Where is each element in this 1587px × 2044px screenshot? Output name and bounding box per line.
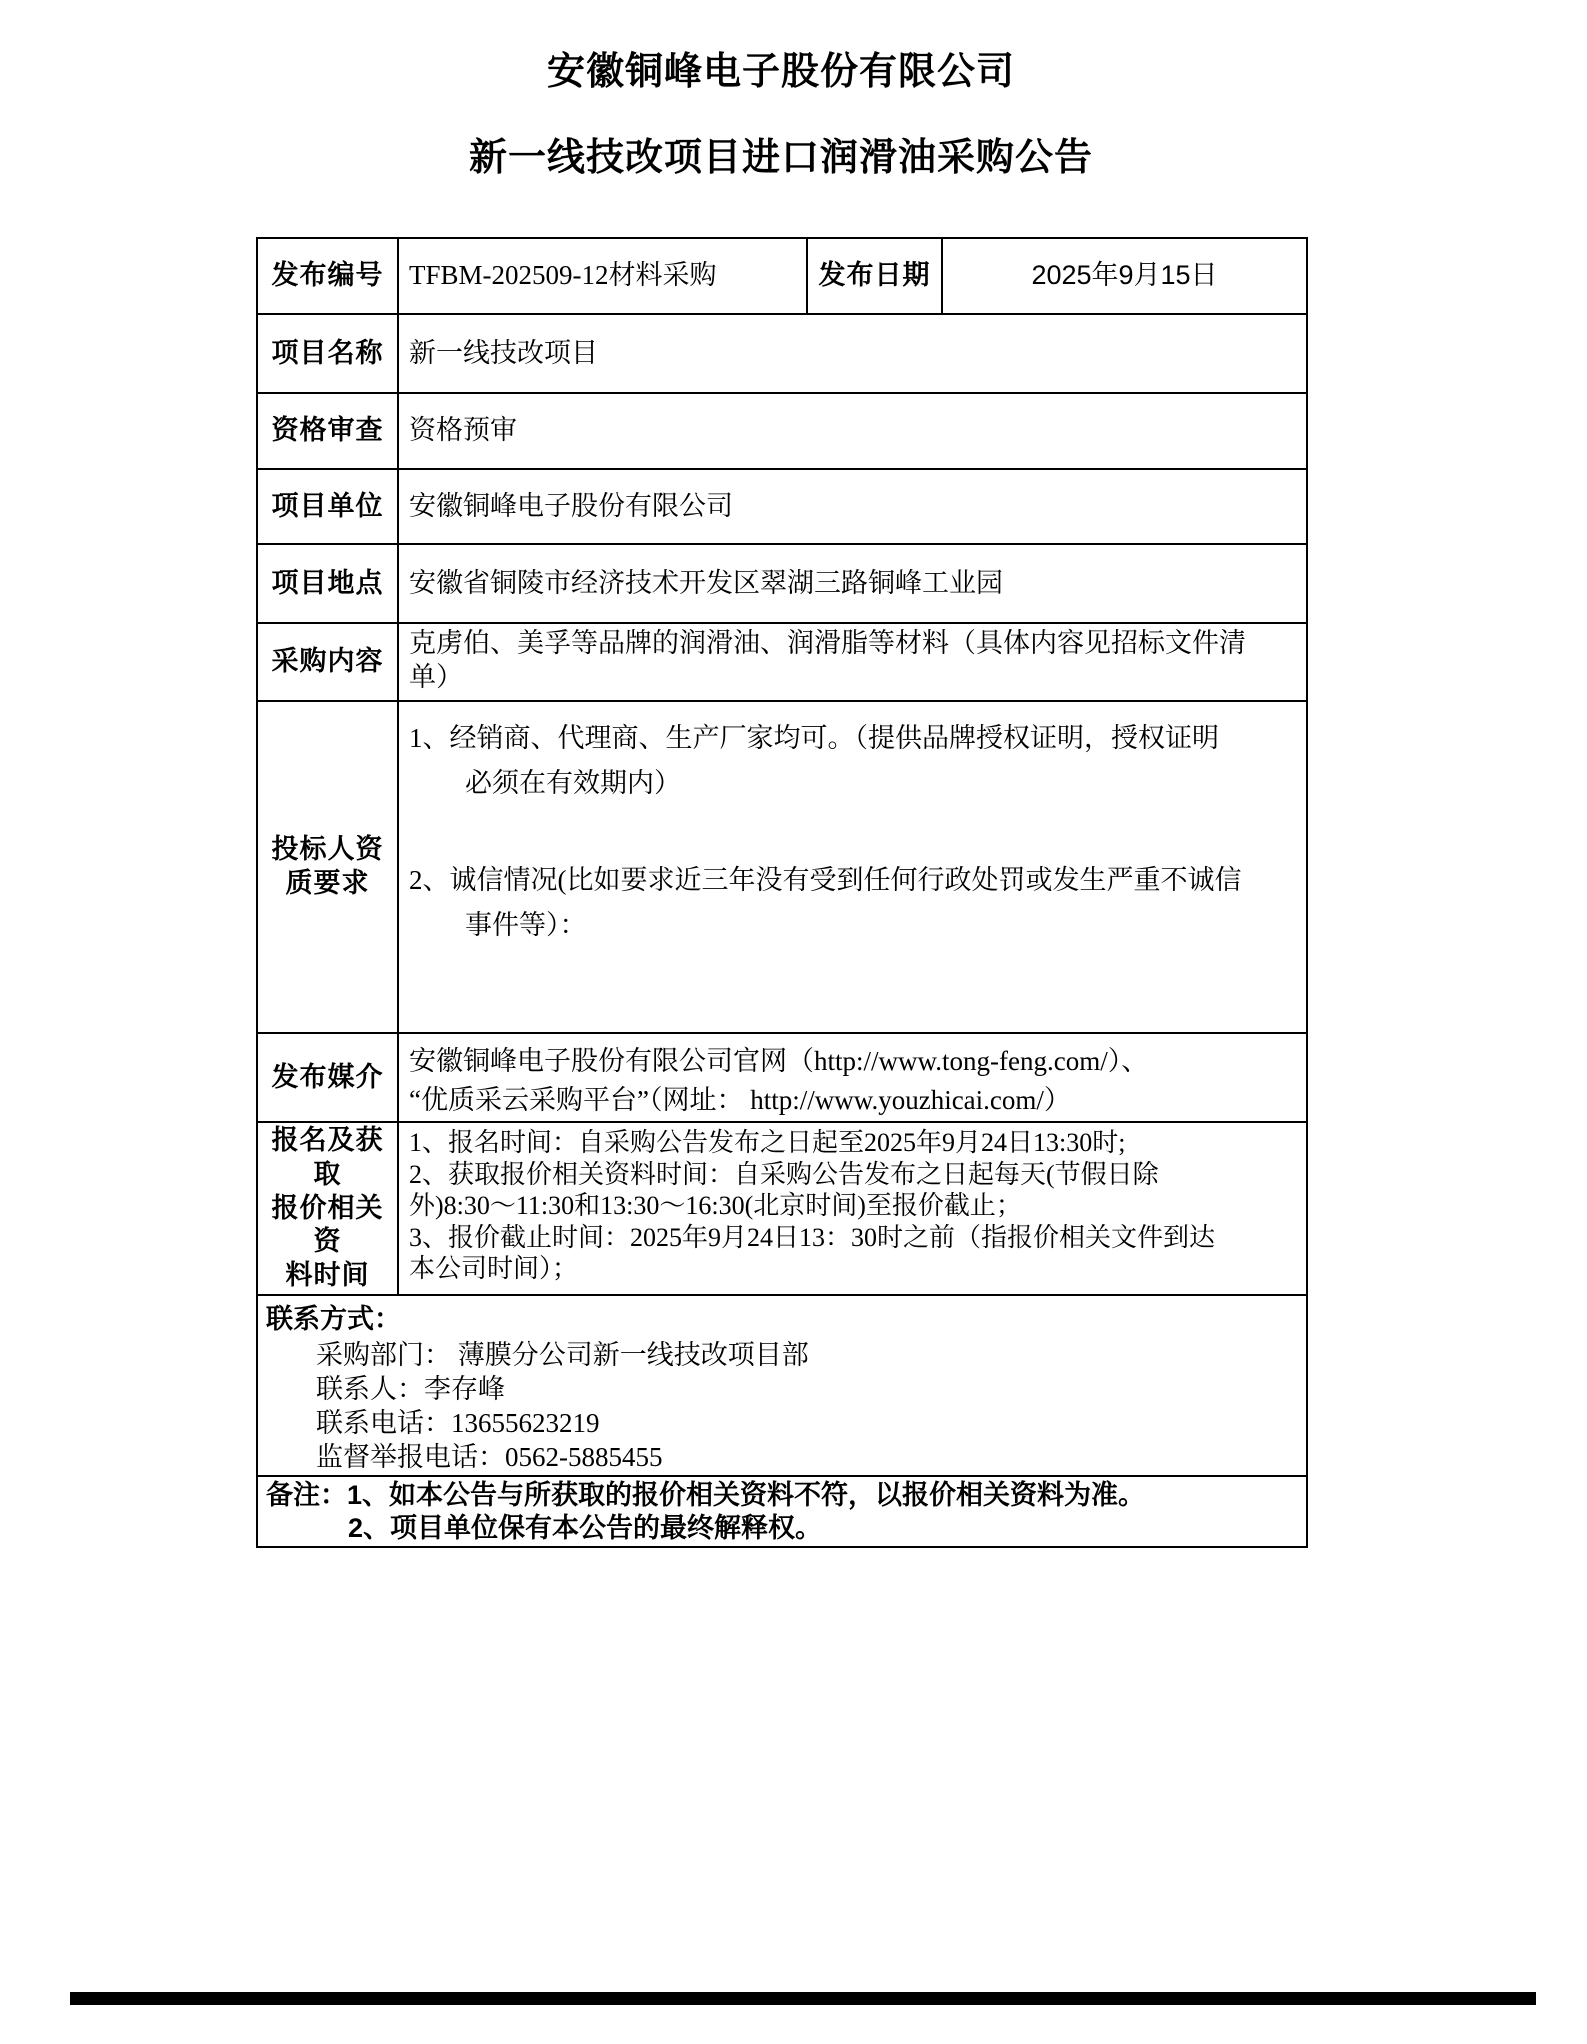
- bidder-qualification-label-line2: 质要求: [285, 868, 370, 898]
- bidder-qualification-item2-line1: 2、诚信情况(比如要求近三年没有受到任何行政处罚或发生严重不诚信: [409, 865, 1242, 895]
- registration-label-line2: 报价相关资: [271, 1192, 384, 1257]
- contact-heading: 联系方式：: [266, 1303, 401, 1334]
- registration-line1: 1、报名时间：自采购公告发布之日起至2025年9月24日13:30时;: [409, 1128, 1126, 1157]
- bidder-qualification-item1-line2: 必须在有效期内）: [465, 768, 681, 798]
- publish-date-value: 2025年9月15日: [942, 238, 1307, 314]
- remarks-cell: [257, 1476, 1307, 1547]
- table-row-publish-media: [257, 1033, 1307, 1122]
- contact-phone: 联系电话：13655623219: [316, 1407, 600, 1438]
- publish-media-line2: “优质采云采购平台”（网址： http://www.youzhicai.com/）: [409, 1085, 1071, 1115]
- project-unit-label: 项目单位: [257, 469, 398, 544]
- registration-line2: 2、获取报价相关资料时间：自采购公告发布之日起每天(节假日除: [409, 1159, 1159, 1189]
- bidder-qualification-item1-line1: 1、经销商、代理商、生产厂家均可。（提供品牌授权证明，授权证明: [409, 723, 1219, 753]
- table-row-publish: [257, 238, 1307, 314]
- company-title: 安徽铜峰电子股份有限公司: [546, 51, 1015, 93]
- registration-value: [398, 1122, 1307, 1295]
- procurement-content-line2: 单）: [409, 661, 463, 692]
- publish-media-label: 发布媒介: [257, 1033, 398, 1122]
- table-row-project-unit: [257, 469, 1307, 544]
- publish-media-line1: 安徽铜峰电子股份有限公司官网（http://www.tong-feng.com/）、: [409, 1046, 1149, 1076]
- registration-line3: 外)8:30～11:30和13:30～16:30(北京时间)至报价截止；: [409, 1191, 1022, 1220]
- bidder-qualification-item2: [409, 858, 1300, 948]
- table-row-qualification: [257, 393, 1307, 469]
- page-bottom-bar: [70, 1992, 1536, 2005]
- bidder-qualification-item2-line2: 事件等）：: [465, 910, 587, 940]
- remarks-line1: 备注：1、如本公告与所获取的报价相关资料不符，以报价相关资料为准。: [266, 1479, 1146, 1510]
- procurement-content-label: 采购内容: [257, 623, 398, 701]
- table-row-contact: [257, 1295, 1307, 1476]
- qualification-value: 资格预审: [398, 393, 1307, 469]
- remarks-line2: 2、项目单位保有本公告的最终解释权。: [348, 1512, 823, 1543]
- bidder-qualification-value: [398, 701, 1307, 1033]
- publish-media-value: [398, 1033, 1307, 1122]
- contact-department: 采购部门： 薄膜分公司新一线技改项目部: [316, 1339, 809, 1370]
- registration-line5: 本公司时间）；: [409, 1254, 579, 1283]
- bidder-qualification-label: [257, 701, 398, 1033]
- project-name-value: 新一线技改项目: [398, 314, 1307, 393]
- table-row-project-name: [257, 314, 1307, 393]
- announcement-title: 新一线技改项目进口润滑油采购公告: [468, 137, 1093, 179]
- project-location-value: 安徽省铜陵市经济技术开发区翠湖三路铜峰工业园: [398, 544, 1307, 623]
- registration-label-line3: 料时间: [285, 1260, 370, 1290]
- table-row-remarks: [257, 1476, 1307, 1547]
- publish-no-value: TFBM-202509-12材料采购: [398, 238, 807, 314]
- publish-no-label: 发布编号: [257, 238, 398, 314]
- contact-report-phone: 监督举报电话：0562-5885455: [316, 1441, 663, 1472]
- registration-label-line1: 报名及获取: [271, 1125, 384, 1189]
- publish-date-label: 发布日期: [807, 238, 942, 314]
- qualification-label: 资格审查: [257, 393, 398, 469]
- project-location-label: 项目地点: [257, 544, 398, 623]
- project-unit-value: 安徽铜峰电子股份有限公司: [398, 469, 1307, 544]
- registration-line4: 3、报价截止时间：2025年9月24日13：30时之前（指报价相关文件到达: [409, 1222, 1216, 1252]
- table-row-registration: [257, 1122, 1307, 1295]
- bidder-qualification-label-line1: 投标人资: [271, 834, 384, 865]
- contact-cell: [257, 1295, 1307, 1476]
- registration-label: [257, 1122, 398, 1295]
- announcement-table: [256, 237, 1308, 1548]
- procurement-content-value: [398, 623, 1307, 701]
- contact-person: 联系人：李存峰: [316, 1373, 505, 1404]
- table-row-procurement-content: [257, 623, 1307, 701]
- table-row-project-location: [257, 544, 1307, 623]
- project-name-label: 项目名称: [257, 314, 398, 393]
- procurement-content-line1: 克虏伯、美孚等品牌的润滑油、润滑脂等材料（具体内容见招标文件清: [409, 628, 1246, 658]
- table-row-bidder-qualification: [257, 701, 1307, 1033]
- bidder-qualification-item1: [409, 716, 1300, 806]
